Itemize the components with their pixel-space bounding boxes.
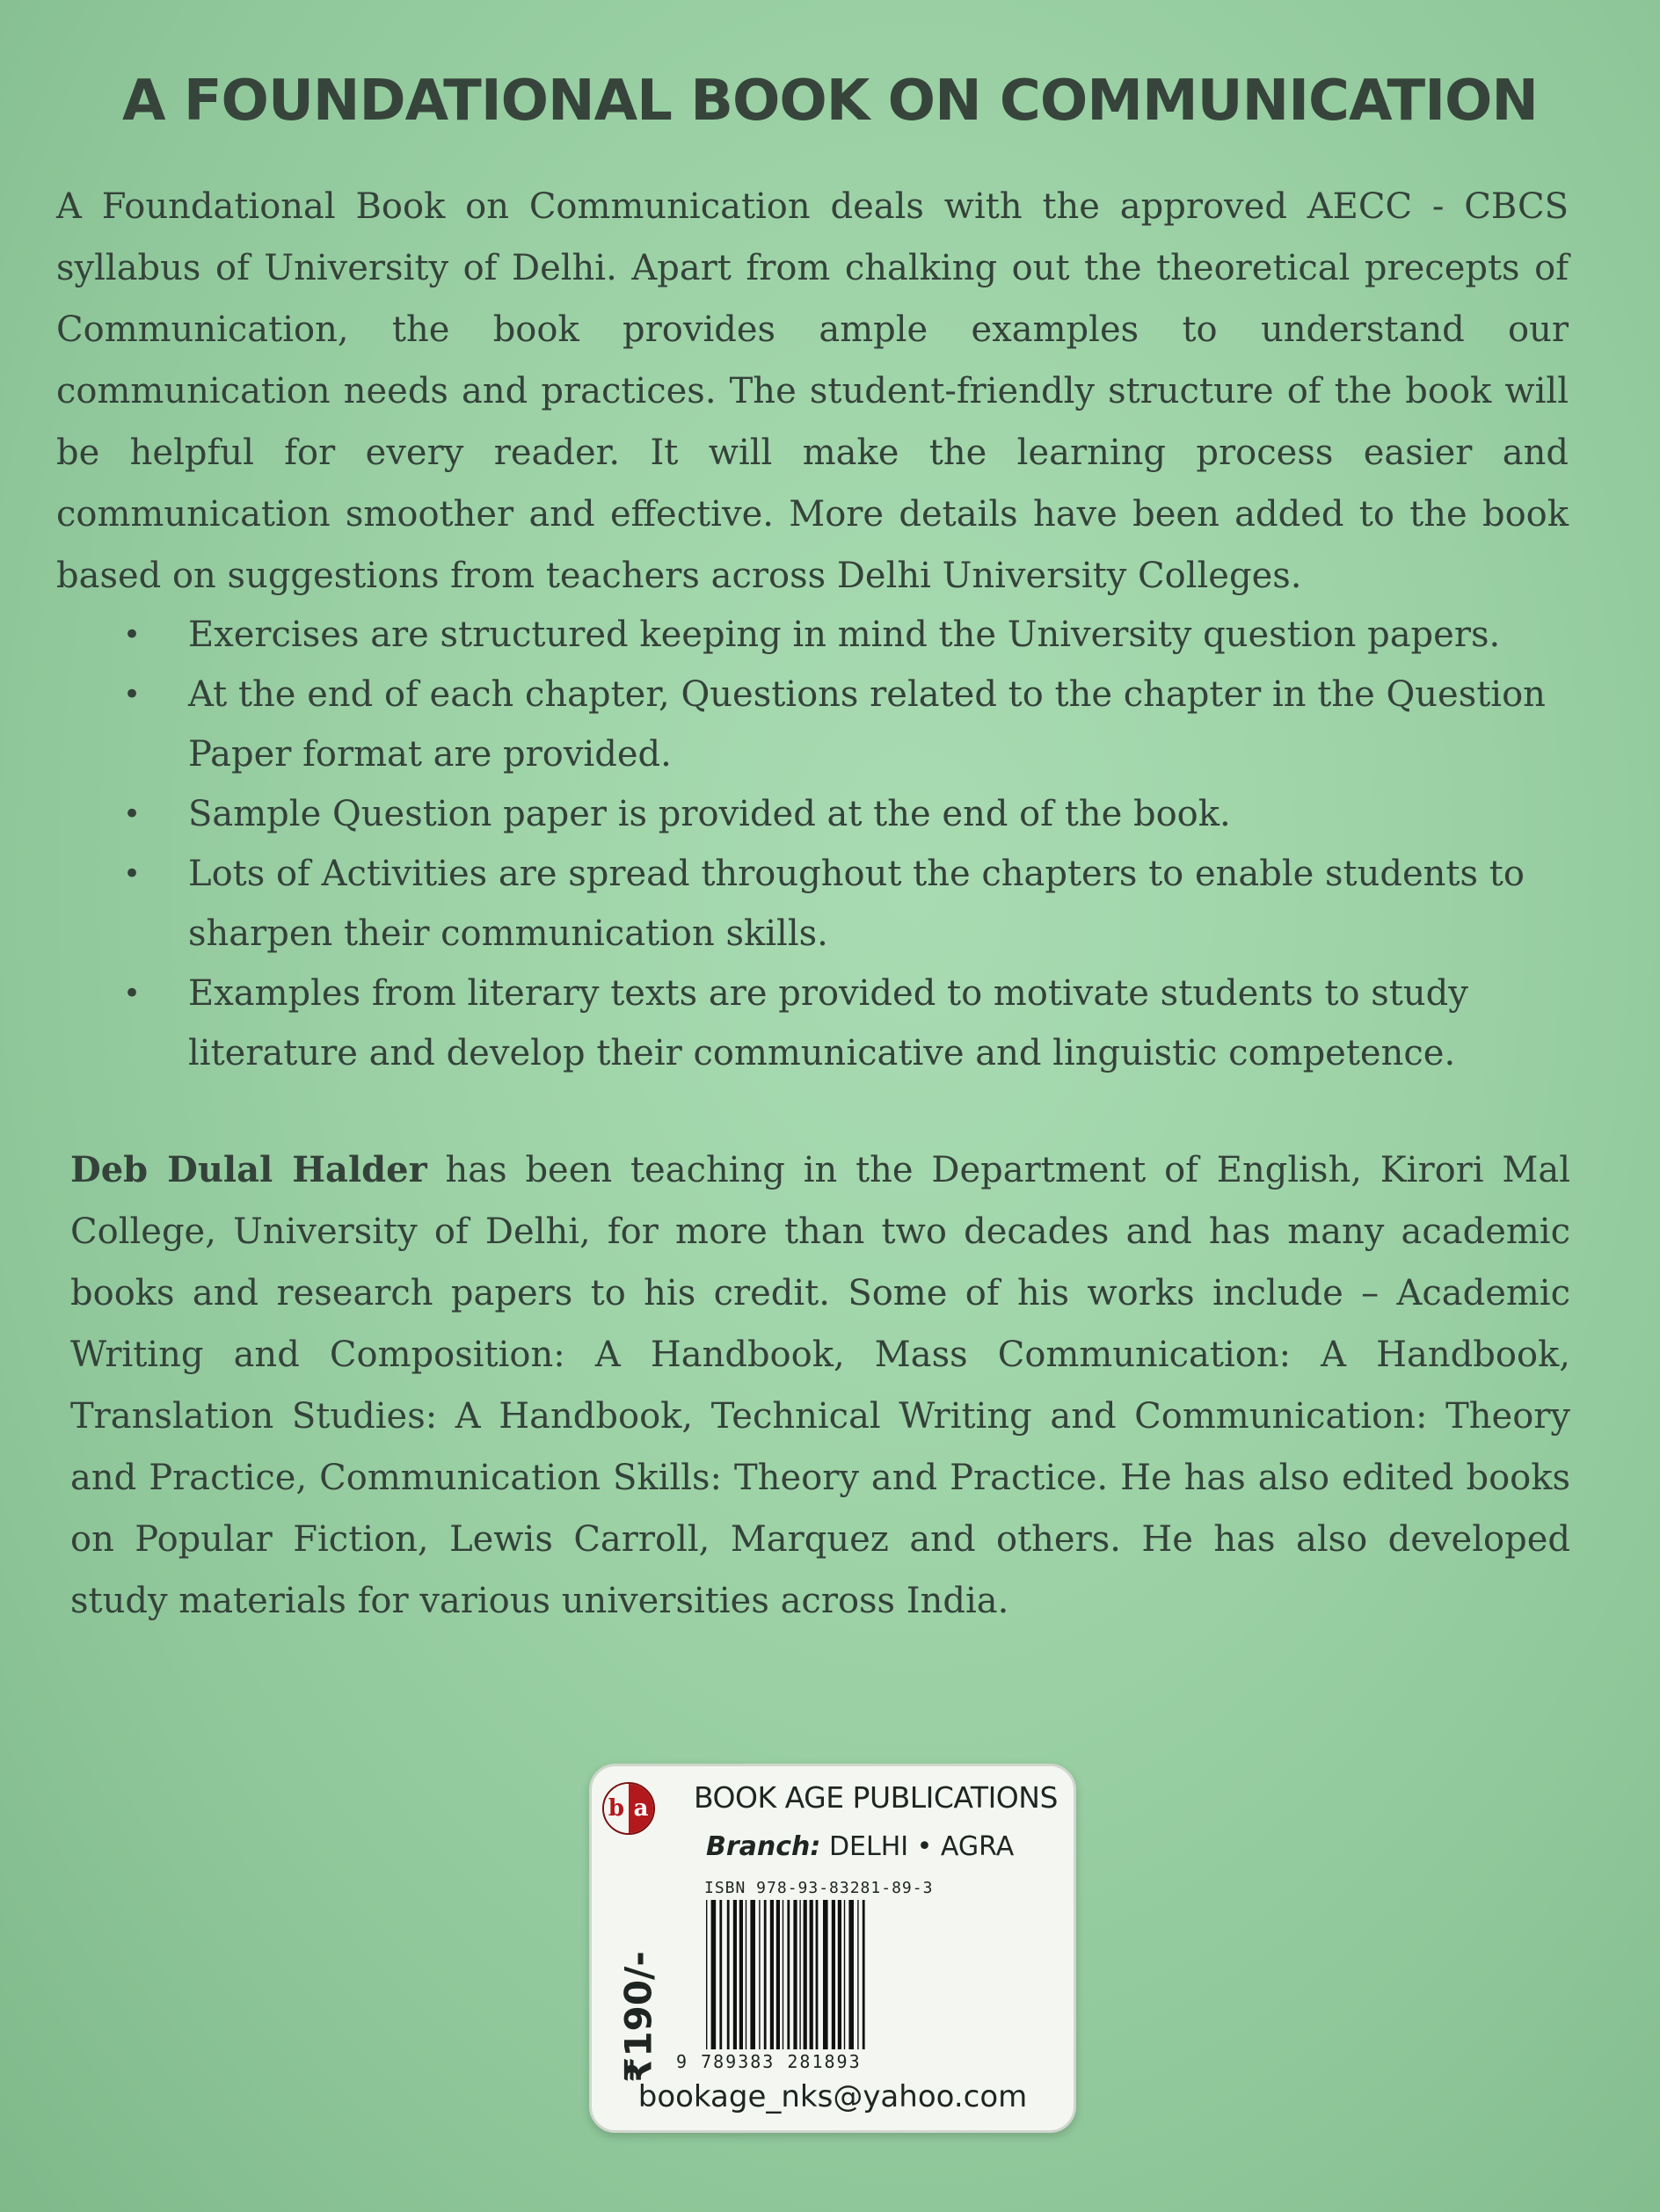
logo-letter-a: a [629, 1784, 653, 1833]
feature-item: • Sample Question paper is provided at the end of the book. [114, 784, 1570, 844]
barcode-bar [863, 1900, 865, 2049]
barcode-bar [816, 1900, 819, 2049]
publisher-name: BOOK AGE PUBLICATIONS [694, 1780, 1058, 1815]
barcode-bar [750, 1900, 755, 2049]
barcode-bar [804, 1900, 807, 2049]
barcode-bar [764, 1900, 767, 2049]
barcode-bar [776, 1900, 780, 2049]
price-value: ₹190/- [616, 1951, 660, 2083]
barcode-bar [823, 1900, 828, 2049]
book-title: A FOUNDATIONAL BOOK ON COMMUNICATION [122, 69, 1538, 134]
barcode-bar [838, 1900, 841, 2049]
publisher-logo-icon [602, 1782, 655, 1835]
barcode-bar [733, 1900, 737, 2049]
barcode-bar [759, 1900, 760, 2049]
barcode-bar [739, 1900, 743, 2049]
barcode-bar [793, 1900, 797, 2049]
barcode-bar [810, 1900, 813, 2049]
barcode-bar [799, 1900, 800, 2049]
feature-item: • Exercises are structured keeping in mind the University question papers. [114, 605, 1570, 665]
barcode-icon [704, 1900, 993, 2049]
publisher-label [589, 1764, 1076, 2133]
author-bio-text: has been teaching in the Department of English, Kirori Mal College, University of Delhi, for more than two decades and has many academic books and research papers to his credit. Some of his works include – Academic Writing and Composition: A Handbook, Mass Communication: A Handbook, Translation Studies: A Handbook, Technical Writing and Communication: Theory and Practice, Communication Skills: Theory and Practice. He has also edited books on Popular Fiction, Lewis Carroll, Marquez and others. He has also developed study materials for various universities across India. [70, 1150, 1570, 1621]
bullet-icon: • [123, 976, 142, 1011]
branch-label: Branch: [706, 1831, 821, 1862]
barcode-bar [706, 1900, 707, 2049]
barcode-bar [727, 1900, 730, 2049]
author-bio [70, 1139, 1570, 1632]
barcode-bar [844, 1900, 845, 2049]
barcode-bar [848, 1900, 854, 2049]
feature-list [114, 605, 1570, 1083]
isbn-number: ISBN 978-93-83281-89-3 [704, 1879, 934, 1897]
bullet-icon: • [123, 797, 142, 832]
bullet-icon: • [123, 677, 142, 712]
book-description: A Foundational Book on Communication deals with the approved AECC - CBCS syllabus of University of Delhi. Apart from chalking out the theoretical precepts of Communication, the book provides ample examples to understand our communication needs and practices. The student-friendly structure of the book will be helpful for every reader. It will make the learning process easier and communication smoother and effective. More details have been added to the book based on suggestions from teachers across Delhi University Colleges. [56, 186, 1569, 596]
publisher-branches [706, 1831, 1014, 1862]
logo-letter-b: b [604, 1784, 629, 1833]
author-name: Deb Dulal Halder [70, 1149, 427, 1190]
price-tag [608, 1951, 669, 2083]
barcode-digits: 9 789383 281893 [676, 2051, 862, 2072]
feature-item: • Examples from literary texts are provided to motivate students to study literature and develop their communicative and linguistic competence. [114, 964, 1570, 1083]
barcode-bar [770, 1900, 774, 2049]
bullet-icon: • [123, 617, 142, 652]
publisher-email: bookage_nks@yahoo.com [637, 2079, 1028, 2114]
barcode-bar [787, 1900, 790, 2049]
barcode-bar [719, 1900, 722, 2049]
bullet-icon: • [123, 856, 142, 891]
barcode-bar [711, 1900, 717, 2049]
barcode-bar [832, 1900, 835, 2049]
barcode-bar [857, 1900, 858, 2049]
feature-item: • Lots of Activities are spread throughout the chapters to enable students to sharpen their communication skills. [114, 844, 1570, 964]
branch-cities: DELHI • AGRA [828, 1831, 1015, 1862]
feature-item: • At the end of each chapter, Questions related to the chapter in the Question Paper format are provided. [114, 665, 1570, 784]
